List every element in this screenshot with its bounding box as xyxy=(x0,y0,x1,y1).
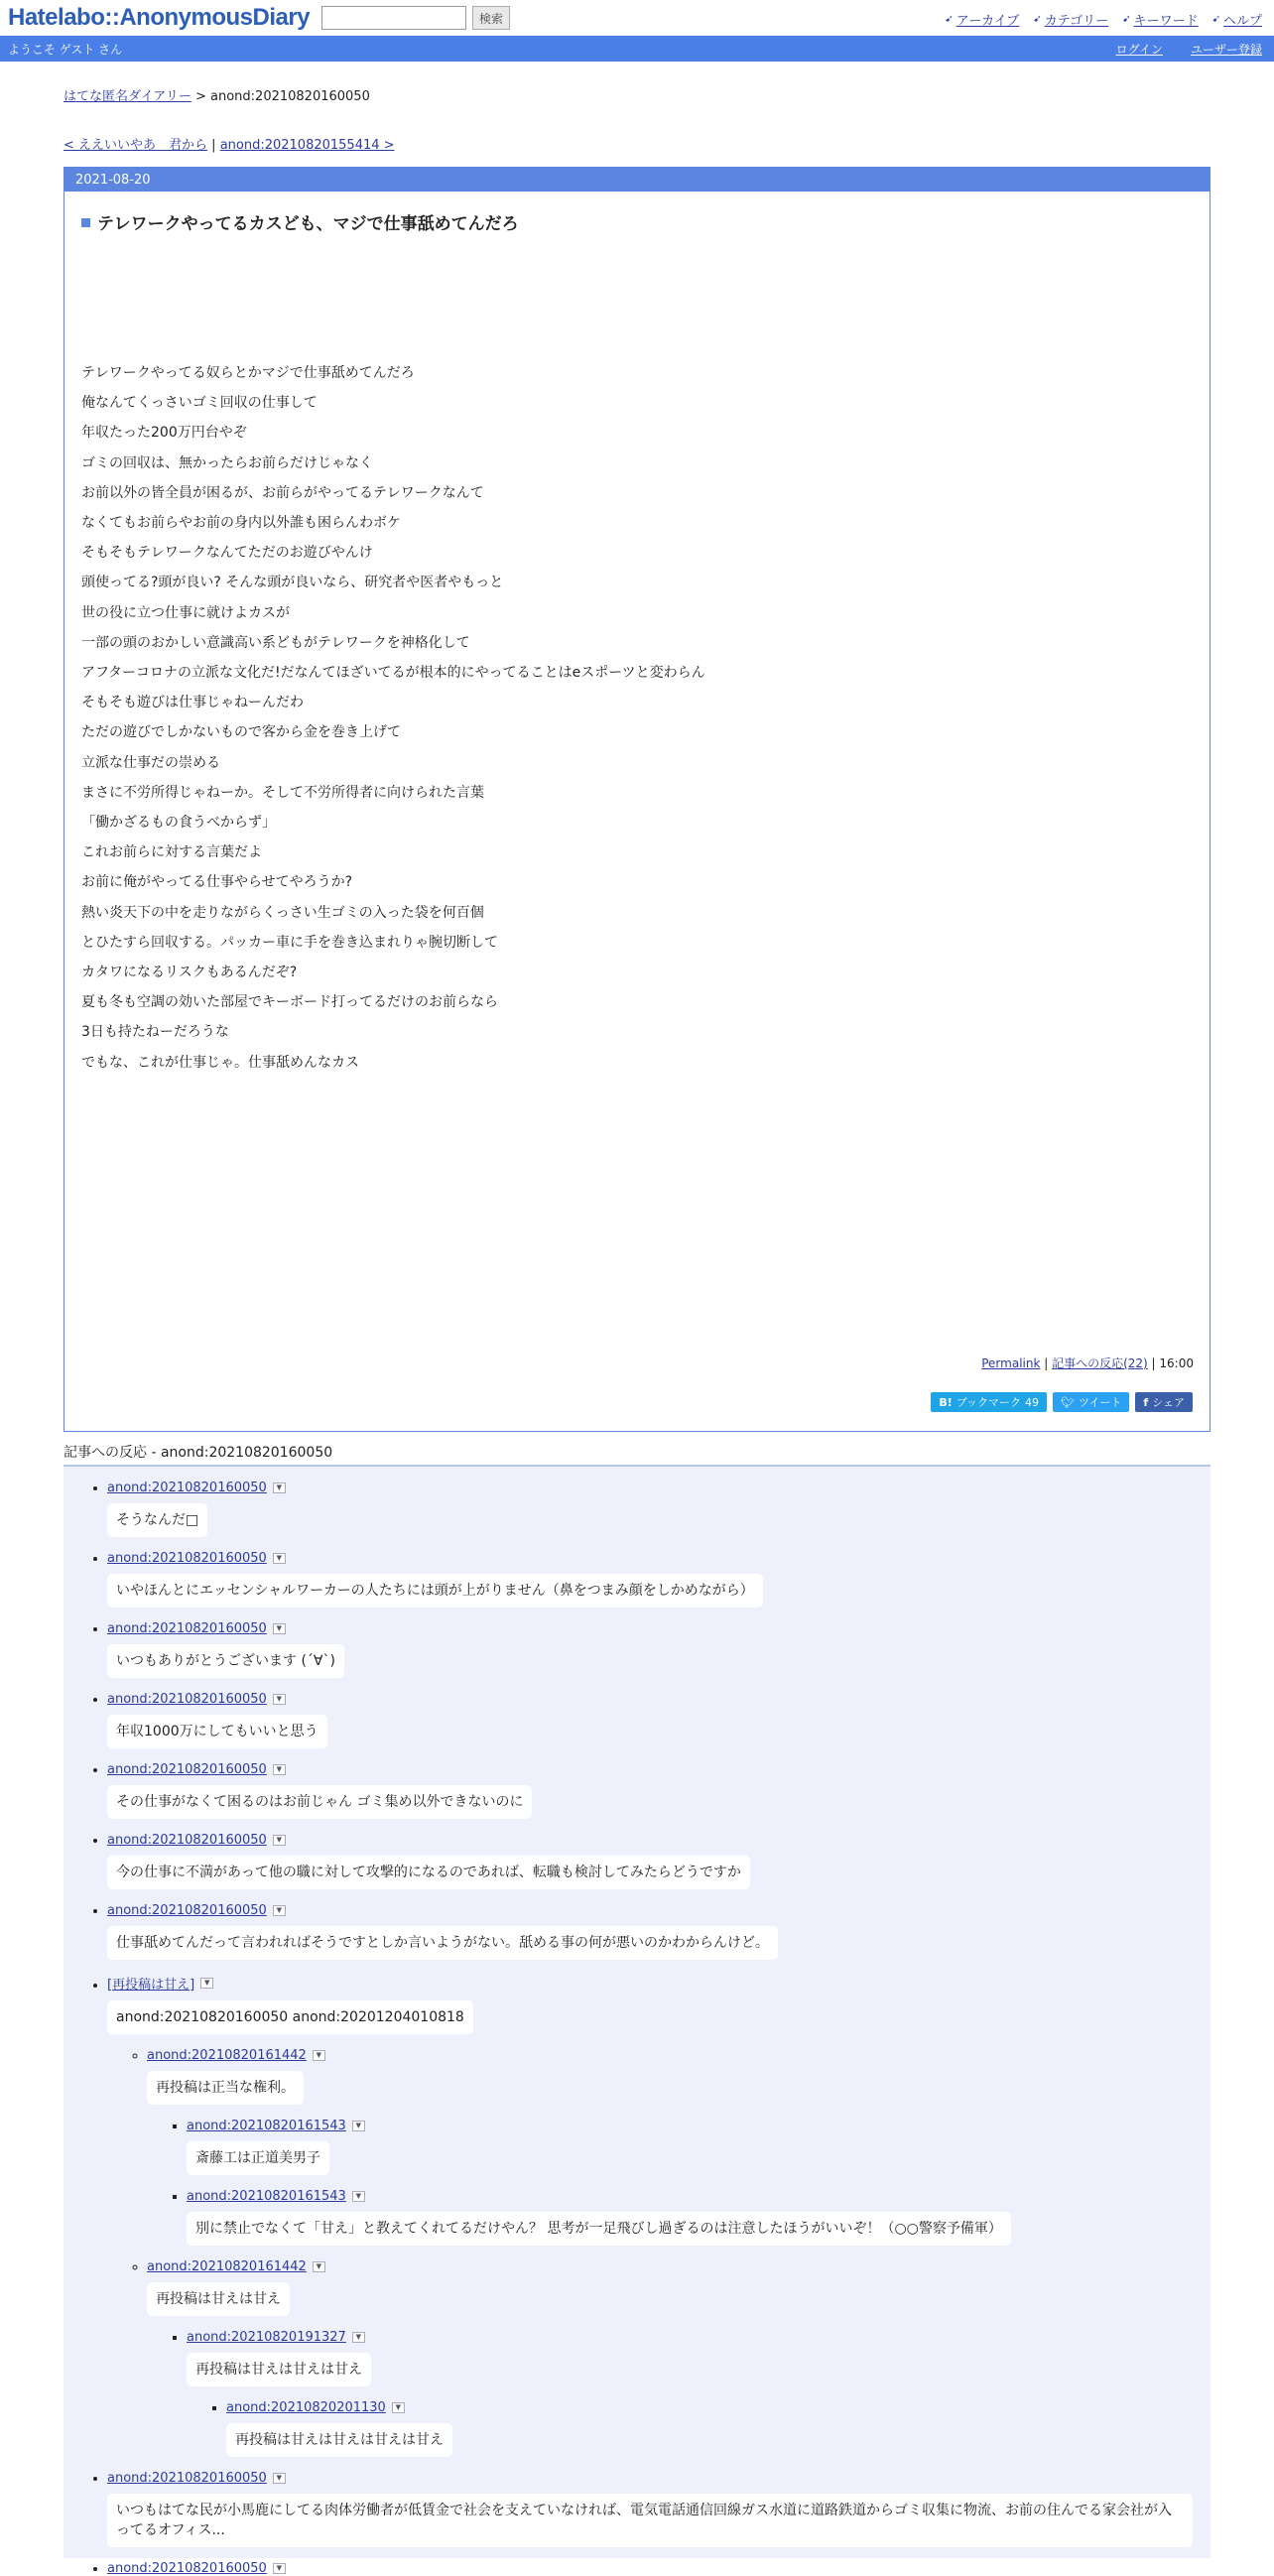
reaction-header xyxy=(107,1833,286,1848)
hatena-label: ブックマーク xyxy=(956,1396,1021,1409)
entry-time: 16:00 xyxy=(1159,1356,1194,1370)
facebook-icon: f xyxy=(1143,1395,1149,1409)
entry-footer: Permalink | 記事への反応(22) | 16:00 xyxy=(981,1356,1194,1370)
reactions-tree xyxy=(107,1473,1210,2576)
chevron-down-icon[interactable]: ▼ xyxy=(352,2332,365,2343)
arrow-icon: ➹ xyxy=(1122,14,1131,25)
entry-body-line: 3日も持たねーだろうな xyxy=(81,1024,229,1041)
share-buttons xyxy=(931,1392,1193,1412)
chevron-down-icon[interactable]: ▼ xyxy=(273,1553,286,1564)
hatena-bookmark-button[interactable] xyxy=(931,1392,1047,1412)
user-bar xyxy=(0,36,1274,62)
entry-title xyxy=(81,209,1210,234)
next-entry-link[interactable]: anond:20210820155414 > xyxy=(219,138,395,153)
chevron-down-icon[interactable]: ▼ xyxy=(273,1623,286,1634)
reaction-text: 別に禁止でなくて「甘え」と教えてくれてるだけやん？ 思考が一足飛びし過ぎるのは注意したほうがいいぞ！（○○警察予備軍） xyxy=(187,2212,1011,2246)
reactions-heading: 記事への反応 - anond:20210820160050 xyxy=(64,1442,1210,1467)
entry-body-line: テレワークやってる奴らとかマジで仕事舐めてんだろ xyxy=(81,365,415,381)
entry-body-line: お前に俺がやってる仕事やらせてやろうか? xyxy=(81,874,353,891)
reaction-link[interactable]: ▪ anond:20210820201130 xyxy=(226,2400,386,2415)
chevron-down-icon[interactable]: ▼ xyxy=(273,2563,286,2574)
reaction-header xyxy=(187,2330,365,2345)
entry-body-line: 俺なんてくっさいゴミ回収の仕事して xyxy=(81,395,318,412)
chevron-down-icon[interactable]: ▼ xyxy=(273,1694,286,1705)
reaction-item xyxy=(107,1754,1210,1825)
reaction-header xyxy=(147,2259,325,2274)
reaction-link[interactable]: • anond:20210820160050 xyxy=(107,2561,267,2576)
reaction-item xyxy=(147,2040,1210,2252)
entry-body-line: 世の役に立つ仕事に就けよカスが xyxy=(81,604,290,621)
fb-label: シェア xyxy=(1152,1396,1185,1409)
reaction-link[interactable]: • anond:20210820160050 xyxy=(107,1833,267,1848)
reaction-text: いつもはてな民が小馬鹿にしてる肉体労働者が低賃金で社会を支えていなければ、電気電話通信回線ガス水道に道路鉄道からゴミ収集に物流、お前の住んでる家会社が入ってるオフィス... xyxy=(107,2494,1193,2547)
reaction-item xyxy=(107,1473,1210,1543)
entry-body-line: 一部の頭のおかしい意識高い系どもがテレワークを神格化して xyxy=(81,634,470,651)
reactions-link[interactable]: 記事への反応(22) xyxy=(1052,1356,1148,1370)
reaction-header xyxy=(226,2400,405,2415)
chevron-down-icon[interactable]: ▼ xyxy=(273,1764,286,1775)
reaction-item xyxy=(107,1966,1210,2463)
reaction-link[interactable]: • anond:20210820160050 xyxy=(107,2471,267,2486)
user-links xyxy=(1116,41,1262,58)
site-logo[interactable]: Hatelabo::AnonymousDiary xyxy=(8,4,311,31)
hatena-count: 49 xyxy=(1025,1395,1039,1409)
entry-body-line: でもな、これが仕事じゃ。仕事舐めんなカス xyxy=(81,1054,359,1071)
login-link[interactable]: ログイン xyxy=(1115,42,1163,57)
nav-category-link[interactable]: カテゴリー xyxy=(1044,14,1109,29)
breadcrumb-current: anond:20210820160050 xyxy=(210,89,370,104)
reaction-text: 今の仕事に不満があって他の職に対して攻撃的になるのであれば、転職も検討してみたらどうですか xyxy=(107,1856,750,1889)
reaction-item xyxy=(226,2392,1210,2463)
entry-body-line: 立派な仕事だの崇める xyxy=(81,754,220,771)
reaction-link[interactable]: • anond:20210820160050 xyxy=(107,1621,267,1636)
reaction-text: 再投稿は甘えは甘え xyxy=(147,2282,290,2316)
reaction-link[interactable]: • anond:20210820160050 xyxy=(107,1551,267,1566)
arrow-icon: ➹ xyxy=(1033,14,1042,25)
permalink-link[interactable]: Permalink xyxy=(981,1356,1041,1370)
reaction-link[interactable]: ▪ anond:20210820161543 xyxy=(187,2119,346,2133)
reaction-item xyxy=(187,2322,1210,2463)
reaction-link[interactable]: • anond:20210820160050 xyxy=(107,1692,267,1707)
reaction-text: 再投稿は甘えは甘えは甘えは甘え xyxy=(226,2423,452,2457)
reaction-header xyxy=(187,2119,365,2133)
arrow-icon: ➹ xyxy=(1211,14,1220,25)
reaction-header xyxy=(147,2048,325,2063)
entry-body-line: お前以外の皆全員が困るが、お前らがやってるテレワークなんて xyxy=(81,484,484,501)
reaction-header xyxy=(187,2189,365,2204)
chevron-down-icon[interactable]: ▼ xyxy=(352,2121,365,2131)
breadcrumb-home[interactable]: はてな匿名ダイアリー xyxy=(64,89,191,104)
reaction-header xyxy=(107,2561,286,2576)
reaction-item xyxy=(187,2181,1210,2252)
entry-body-line: 年収たった200万円台やぞ xyxy=(81,425,247,442)
reaction-header xyxy=(107,1621,286,1636)
prev-entry-link[interactable]: < ええいいやあ 君から xyxy=(64,138,208,153)
reaction-item xyxy=(107,2553,1210,2576)
reaction-header xyxy=(107,1762,286,1777)
reaction-children xyxy=(187,2322,1210,2463)
tweet-label: ツイート xyxy=(1078,1396,1122,1409)
reaction-header xyxy=(107,1692,286,1707)
reaction-text: その仕事がなくて困るのはお前じゃん ゴミ集め以外できないのに xyxy=(107,1785,532,1819)
top-nav xyxy=(945,10,1262,29)
reaction-item xyxy=(107,2463,1210,2553)
chevron-down-icon[interactable]: ▼ xyxy=(273,1482,286,1493)
chevron-down-icon[interactable]: ▼ xyxy=(392,2402,405,2413)
reaction-text: 年収1000万にしてもいいと思う xyxy=(107,1715,327,1748)
entry-body-line: なくてもお前らやお前の身内以外誰も困らんわボケ xyxy=(81,515,401,532)
reaction-children xyxy=(226,2392,1210,2463)
reactions-list xyxy=(64,1467,1210,2576)
reaction-header xyxy=(107,1551,286,1566)
pager xyxy=(64,134,1210,153)
reaction-text: いやほんとにエッセンシャルワーカーの人たちには頭が上がりません（鼻をつまみ顔をしかめながら） xyxy=(107,1574,763,1608)
nav-keyword-link[interactable]: キーワード xyxy=(1133,14,1199,29)
reaction-children xyxy=(187,2111,1210,2252)
top-bar xyxy=(0,0,1274,36)
reaction-link[interactable]: ▪ anond:20210820161543 xyxy=(187,2189,346,2204)
reaction-text: 再投稿は正当な権利。 xyxy=(147,2071,304,2105)
reaction-item xyxy=(187,2111,1210,2181)
nav-help-link[interactable]: ヘルプ xyxy=(1222,14,1262,29)
entry-body-line: まさに不労所得じゃねーか。そして不労所得者に向けられた言葉 xyxy=(81,784,484,801)
search-button[interactable]: 検索 xyxy=(472,6,510,30)
facebook-share-button[interactable] xyxy=(1135,1392,1193,1412)
bird-icon: 🐦︎ xyxy=(1061,1395,1075,1409)
pager-sep: | xyxy=(207,138,220,153)
entry-body-line: 「働かざるもの食うべからず」 xyxy=(81,815,276,832)
chevron-down-icon[interactable]: ▼ xyxy=(313,2050,325,2061)
reaction-item xyxy=(107,1613,1210,1684)
breadcrumb xyxy=(64,85,1210,104)
nav-archive[interactable] xyxy=(945,10,1019,29)
reaction-link[interactable]: ▪ anond:20210820191327 xyxy=(187,2330,346,2345)
chevron-down-icon[interactable]: ▼ xyxy=(273,2473,286,2484)
entry-body-line: ただの遊びでしかないもので客から金を巻き上げて xyxy=(81,724,401,741)
entry-title-text: テレワークやってるカスども、マジで仕事舐めてんだろ xyxy=(97,214,519,234)
reaction-header xyxy=(107,1903,286,1918)
chevron-down-icon[interactable]: ▼ xyxy=(200,1978,213,1989)
breadcrumb-sep: > xyxy=(191,89,211,104)
reaction-text: anond:20210820160050 anond:20201204010818 xyxy=(107,2000,473,2034)
reaction-children xyxy=(147,2040,1210,2463)
reaction-item xyxy=(107,1895,1210,1966)
reaction-item xyxy=(107,1543,1210,1613)
entry-body-line: カタワになるリスクもあるんだぞ? xyxy=(81,965,298,981)
entry-square-icon[interactable] xyxy=(81,212,93,232)
register-link[interactable]: ユーザー登録 xyxy=(1190,42,1262,57)
entry-body-line: そもそも遊びは仕事じゃねーんだわ xyxy=(81,695,304,711)
tweet-button[interactable] xyxy=(1053,1392,1129,1412)
main-content xyxy=(64,85,1210,2576)
reaction-text: 斎藤工は正道美男子 xyxy=(187,2141,329,2175)
entry-body-line: 夏も冬も空調の効いた部屋でキーボード打ってるだけのお前らなら xyxy=(81,994,498,1011)
reaction-text: そうなんだ□ xyxy=(107,1503,207,1537)
reaction-item xyxy=(107,1684,1210,1754)
reaction-header xyxy=(107,2471,286,2486)
entry-body-line: これお前らに対する言葉だよ xyxy=(81,844,262,861)
entry-body-line: そもそもテレワークなんてただのお遊びやんけ xyxy=(81,545,373,562)
reaction-item xyxy=(147,2252,1210,2463)
entry-body xyxy=(81,358,1210,1078)
reaction-link[interactable]: • anond:20210820160050 xyxy=(107,1762,267,1777)
arrow-icon: ➹ xyxy=(945,14,954,25)
reaction-header xyxy=(107,1481,286,1495)
reaction-link[interactable]: • anond:20210820160050 xyxy=(107,1481,267,1495)
nav-help[interactable] xyxy=(1212,10,1262,29)
nav-keyword[interactable] xyxy=(1122,10,1198,29)
search-input[interactable] xyxy=(321,6,466,30)
reaction-item xyxy=(107,1825,1210,1895)
reaction-link[interactable]: ◦ anond:20210820161442 xyxy=(147,2259,307,2274)
nav-category[interactable] xyxy=(1033,10,1108,29)
reaction-link[interactable]: ◦ anond:20210820161442 xyxy=(147,2048,307,2063)
reaction-header xyxy=(107,1974,213,1993)
chevron-down-icon[interactable]: ▼ xyxy=(313,2261,325,2272)
entry-body-line: 熱い炎天下の中を走りながらくっさい生ゴミの入った袋を何百個 xyxy=(81,904,484,921)
entry-body-line: ゴミの回収は、無かったらお前らだけじゃなく xyxy=(81,454,373,471)
chevron-down-icon[interactable]: ▼ xyxy=(273,1835,286,1846)
chevron-down-icon[interactable]: ▼ xyxy=(352,2191,365,2202)
reaction-link[interactable]: • anond:20210820160050 xyxy=(107,1903,267,1918)
entry-body-line: 頭使ってる?頭が良い? そんな頭が良いなら、研究者や医者やもっと xyxy=(81,575,504,591)
entry-box xyxy=(64,167,1210,1432)
entry-date: 2021-08-20 xyxy=(64,168,1210,192)
hatena-b-icon: B! xyxy=(939,1395,953,1409)
reaction-text: 仕事舐めてんだって言われればそうですとしか言いようがない。舐める事の何が悪いのかわからんけど。 xyxy=(107,1926,778,1960)
welcome-text: ようこそ ゲスト さん xyxy=(8,42,123,57)
reaction-text: 再投稿は甘えは甘えは甘え xyxy=(187,2353,371,2386)
reaction-text: いつもありがとうございます (´∀`) xyxy=(107,1644,344,1678)
nav-archive-link[interactable]: アーカイブ xyxy=(956,14,1020,29)
entry-body-line: とひたすら回収する。パッカー車に手を巻き込まれりゃ腕切断して xyxy=(81,934,498,951)
entry-body-line: アフターコロナの立派な文化だ!だなんてほざいてるが根本的にやってることはeスポーツと変わらん xyxy=(81,665,705,682)
chevron-down-icon[interactable]: ▼ xyxy=(273,1905,286,1916)
reaction-link[interactable]: • [再投稿は甘え] xyxy=(107,1978,195,1993)
